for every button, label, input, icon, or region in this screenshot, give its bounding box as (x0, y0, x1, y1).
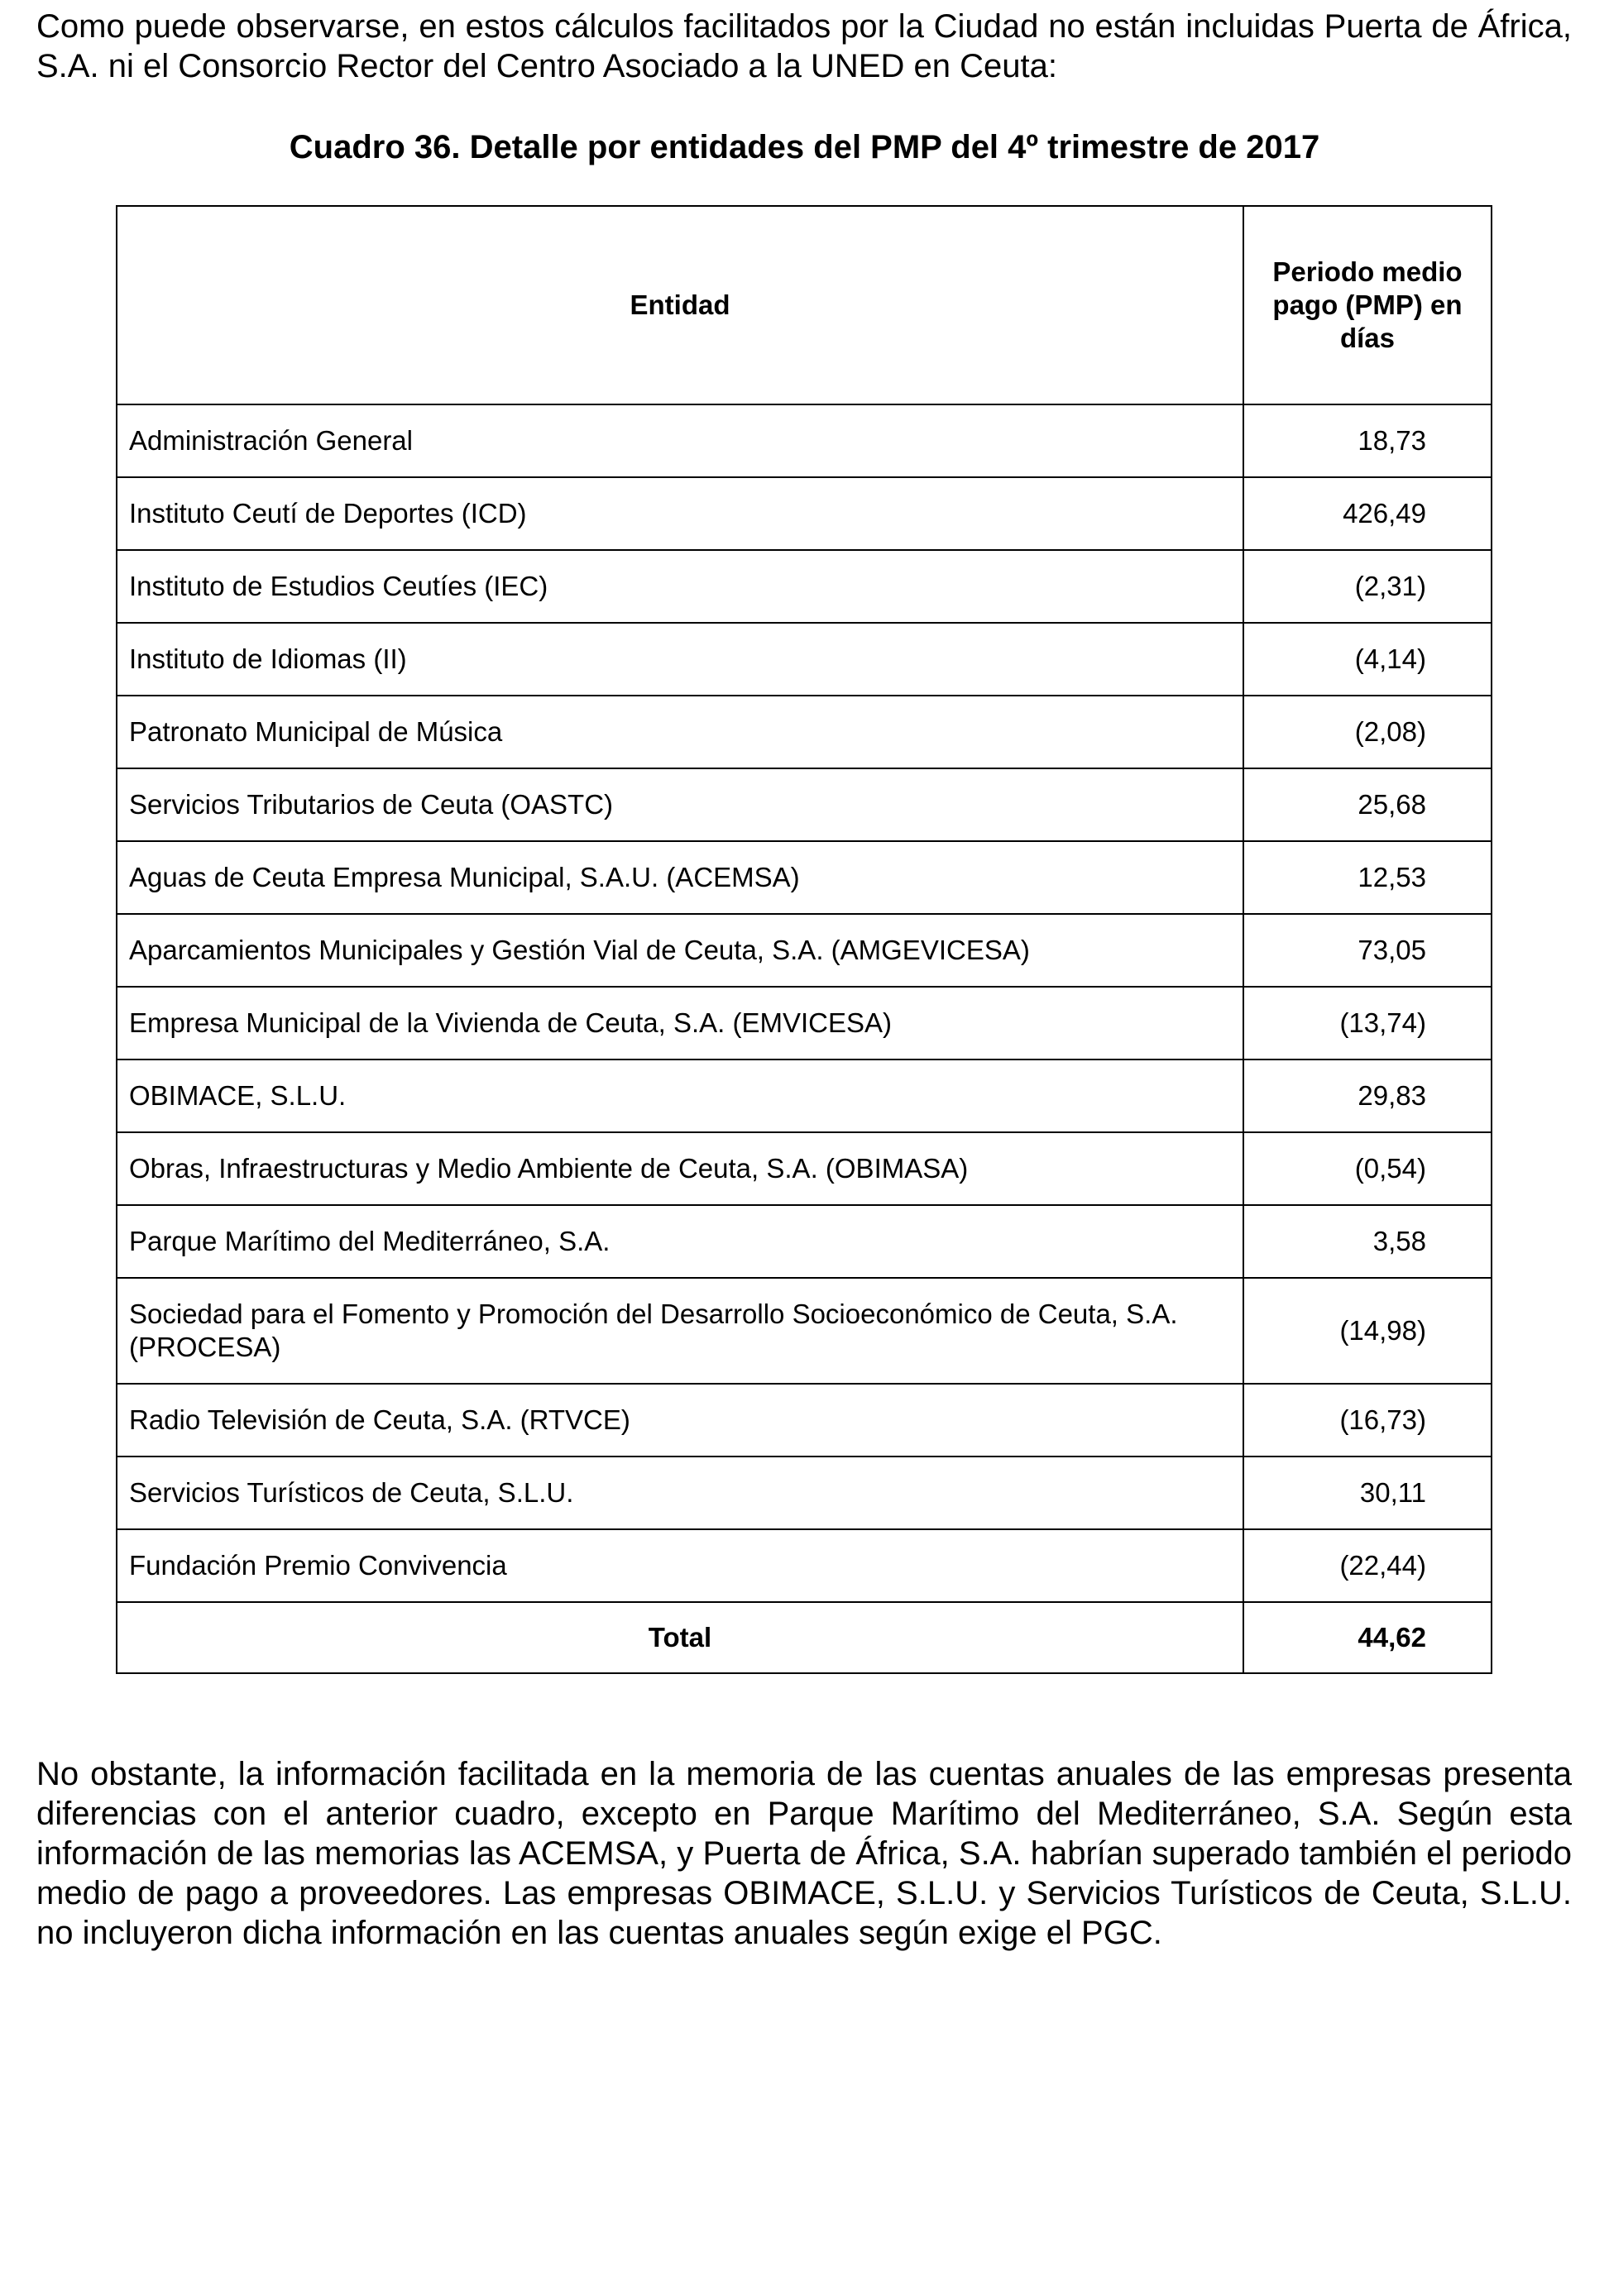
entity-name: Fundación Premio Convivencia (117, 1529, 1243, 1602)
table-row (117, 1529, 1492, 1602)
pmp-value: 12,53 (1243, 841, 1492, 914)
pmp-value: 25,68 (1243, 768, 1492, 841)
table-row (117, 1205, 1492, 1278)
table-row (117, 768, 1492, 841)
pmp-value: 426,49 (1243, 477, 1492, 550)
table-header-row (117, 206, 1492, 404)
pmp-value: (4,14) (1243, 623, 1492, 696)
intro-paragraph: Como puede observarse, en estos cálculos facilitados por la Ciudad no están incluidas Puerta de África, S.A. ni el Consorcio Rector del Centro Asociado a la UNED en Ceuta: (36, 8, 1572, 84)
entity-name: Aparcamientos Municipales y Gestión Vial de Ceuta, S.A. (AMGEVICESA) (117, 914, 1243, 987)
entity-name: Aguas de Ceuta Empresa Municipal, S.A.U. (ACEMSA) (117, 841, 1243, 914)
pmp-value: (2,31) (1243, 550, 1492, 623)
closing-paragraph: No obstante, la información facilitada en la memoria de las cuentas anuales de las empresas presenta diferencias con el anterior cuadro, excepto en Parque Marítimo del Mediterráneo, S.A. Según esta información de las memorias las ACEMSA, y Puerta de África, S.A. habrían superado también el periodo medio de pago a proveedores. Las empresas OBIMACE, S.L.U. y Servicios Turísticos de Ceuta, S.L.U. no incluyeron dicha información en las cuentas anuales según exige el PGC. (36, 1756, 1572, 1951)
table-row (117, 987, 1492, 1060)
pmp-value: (14,98) (1243, 1278, 1492, 1384)
total-value: 44,62 (1243, 1602, 1492, 1673)
entity-name: Instituto de Idiomas (II) (117, 623, 1243, 696)
entity-name: Empresa Municipal de la Vivienda de Ceuta, S.A. (EMVICESA) (117, 987, 1243, 1060)
entity-name: Servicios Turísticos de Ceuta, S.L.U. (117, 1457, 1243, 1529)
table-caption: Cuadro 36. Detalle por entidades del PMP del 4º trimestre de 2017 (289, 129, 1320, 165)
pmp-value: 73,05 (1243, 914, 1492, 987)
table-row (117, 696, 1492, 768)
pmp-value: (0,54) (1243, 1132, 1492, 1205)
column-header-entity: Entidad (117, 206, 1243, 404)
total-label: Total (117, 1602, 1243, 1673)
pmp-value: (16,73) (1243, 1384, 1492, 1457)
entity-name: OBIMACE, S.L.U. (117, 1060, 1243, 1132)
pmp-value: 30,11 (1243, 1457, 1492, 1529)
entity-name: Parque Marítimo del Mediterráneo, S.A. (117, 1205, 1243, 1278)
table-row (117, 1457, 1492, 1529)
pmp-value: 3,58 (1243, 1205, 1492, 1278)
pmp-table (116, 205, 1492, 1674)
entity-name: Obras, Infraestructuras y Medio Ambiente de Ceuta, S.A. (OBIMASA) (117, 1132, 1243, 1205)
column-header-pmp: Periodo medio pago (PMP) en días (1243, 206, 1492, 404)
table-row (117, 841, 1492, 914)
table-row (117, 477, 1492, 550)
entity-name: Instituto de Estudios Ceutíes (IEC) (117, 550, 1243, 623)
entity-name: Sociedad para el Fomento y Promoción del Desarrollo Socioeconómico de Ceuta, S.A. (PROCESA) (117, 1278, 1243, 1384)
pmp-value: 18,73 (1243, 404, 1492, 477)
table-row (117, 623, 1492, 696)
entity-name: Patronato Municipal de Música (117, 696, 1243, 768)
table-row (117, 550, 1492, 623)
table-row (117, 1384, 1492, 1457)
pmp-value: 29,83 (1243, 1060, 1492, 1132)
entity-name: Administración General (117, 404, 1243, 477)
entity-name: Radio Televisión de Ceuta, S.A. (RTVCE) (117, 1384, 1243, 1457)
table-row (117, 1132, 1492, 1205)
pmp-value: (13,74) (1243, 987, 1492, 1060)
entity-name: Servicios Tributarios de Ceuta (OASTC) (117, 768, 1243, 841)
pmp-value: (2,08) (1243, 696, 1492, 768)
table-row (117, 1278, 1492, 1384)
total-row (117, 1602, 1492, 1673)
table-row (117, 1060, 1492, 1132)
pmp-value: (22,44) (1243, 1529, 1492, 1602)
table-row (117, 914, 1492, 987)
entity-name: Instituto Ceutí de Deportes (ICD) (117, 477, 1243, 550)
table-row (117, 404, 1492, 477)
